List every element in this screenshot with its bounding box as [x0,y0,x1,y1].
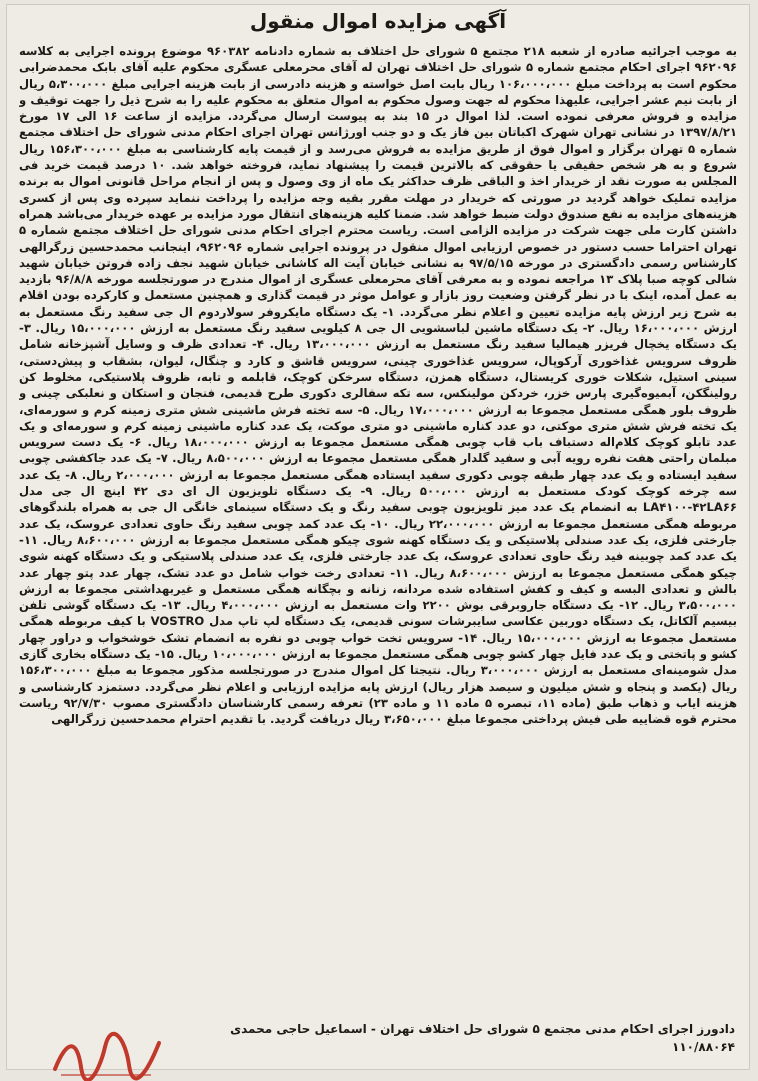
notice-paper [6,4,750,1070]
notice-body: به موجب اجرائیه صادره از شعبه ۲۱۸ مجتمع ۵ شورای حل اختلاف به شماره دادنامه ۹۶۰۳۸۲ موضوع پرونده اجرایی به کلاسه ۹۶۲۰۹۶ اجرای احکام مجتمع شماره ۵ شورای حل اختلاف تهران له آقای محرمعلی عسگری محکوم علیه آقای بابک محمدضرابی محکوم است به پرداخت مبلغ ۱۰۶،۰۰۰،۰۰۰ ریال بابت اصل خواسته و هزینه دادرسی از بابت هزینه اجرایی مبلغ ۵،۳۰۰،۰۰۰ ریال از بابت نیم عشر اجرایی، علیهذا محکوم له جهت وصول محکوم به اموال متعلق به محکوم علیه را به شرح ذیل را جهت توقیف و مزایده و فروش معرفی نموده است. لذا اموال در ۱۵ بند به پیوست ارسال می‌گردد. مزایده از ساعت ۱۶ الی ۱۷ مورخ ۱۳۹۷/۸/۲۱ در نشانی تهران شهرک اکباتان بین فاز یک و دو جنب اورژانس تهران اجرای احکام مدنی شورای حل اختلاف مجتمع شماره ۵ تهران برگزار و اموال فوق از طریق مزایده به فروش می‌رسد و از قیمت پایه کارشناسی به مبلغ ۱۵۶،۳۰۰،۰۰۰ ریال شروع و به هر شخص حقیقی یا حقوقی که بالاترین قیمت را پیشنهاد نماید، فروخته خواهد شد. ۱۰ درصد قیمت خرید فی المجلس به صورت نقد از خریدار اخذ و الباقی ظرف حداکثر یک ماه از وی وصول و پس از انجام مراحل قانونی اموال به برنده مزایده تملیک خواهد گردید در صورتی که خریدار در مهلت مقرر بقیه وجه مزایده را پرداخت ننماید سپرده وی پس از کسری هزینه‌های مزایده به نفع صندوق دولت ضبط خواهد شد. ضمنا کلیه هزینه‌های انتقال مورد مزایده بر عهده خریدار می‌باشد همراه داشتن کارت ملی جهت شرکت در مزایده الزامی است. ریاست محترم اجرای احکام مدنی شورای حل اختلاف مجتمع شماره ۵ تهران احتراما حسب دستور در خصوص ارزیابی اموال منقول در پرونده اجرایی شماره ۹۶۲۰۹۶، اینجانب محمدحسین زرگرالهی کارشناس رسمی دادگستری در مورخه ۹۷/۵/۱۵ به نشانی خیابان آیت اله کاشانی خیابان شهید نجف زاده فروتن خیابان شهید شالی کوچه صبا پلاک ۱۳ مراجعه نموده و به معرفی آقای محرمعلی عسگری از اموال مندرج در صورتجلسه مورخه ۹۶/۸/۸ بازدید به عمل آمده، اینک با در نظر گرفتن وضعیت روز بازار و عوامل موثر در قیمت گذاری و همچنین مستعمل و کارکرده بودن اقلام به شرح زیر ارزش پایه مزایده تعیین و اعلام نظر می‌گردد. ۱- یک دستگاه مایکروفر سولاردوم ال جی سفید رنگ مستعمل به ارزش ۱۶،۰۰۰،۰۰۰ ریال. ۲- یک دستگاه ماشین لباسشویی ال جی ۸ کیلویی سفید رنگ مستعمل به ارزش ۱۵،۰۰۰،۰۰۰ ریال. ۳- یک دستگاه یخچال فریزر هیمالیا سفید رنگ مستعمل به ارزش ۱۳،۰۰۰،۰۰۰ ریال. ۴- تعدادی ظرف و وسایل آشپزخانه شامل ظروف سرویس غذاخوری آرکوپال، سرویس غذاخوری چینی، سرویس قاشق و کارد و چنگال، لیوان، بشقاب و پیش‌دستی، سینی استیل، شکلات خوری کریستال، دستگاه همزن، دستگاه سرخکن کوچک، قابلمه و تابه، ظروف پلاستیکی، مخلوط کن رولینگکن، آبمیوه‌گیری پارس خزر، خردکن مولینکس، سه تکه سفالری دکوری طرح قدیمی، فنجان و استکان و نعلبکی چینی و ظروف بلور همگی مستعمل مجموعا به ارزش ۱۷،۰۰۰،۰۰۰ ریال. ۵- سه تخته فرش ماشینی شش متری زمینه کرم و سورمه‌ای، یک تخته فرش شش متری موکتی، دو عدد کناره ماشینی دو متری موکت، یک عدد کناره ماشینی زمینه کرم و سورمه‌ای و یک عدد تابلو کوچک کلام‌اله دستباف باب قاب چوبی همگی مستعمل مجموعا به ارزش ۱۸،۰۰۰،۰۰۰ ریال. ۶- یک دست سرویس مبلمان راحتی هفت نفره رویه آبی و سفید گلدار همگی مستعمل مجموعا به ارزش ۸،۵۰۰،۰۰۰ ریال. ۷- یک عدد جاکفشی چوبی سفید ایستاده و یک عدد چهار طبقه چوبی دکوری سفید ایستاده همگی مستعمل مجموعا به ارزش ۲،۰۰۰،۰۰۰ ریال. ۸- یک عدد سه چرخه کوچک کودک مستعمل به ارزش ۵۰۰،۰۰۰ ریال. ۹- یک دستگاه تلویزیون ال ای دی ۴۲ اینچ ال جی مدل LA۴۱۰۰-۴۲LA۶۶ به انضمام یک عدد میز تلویزیون چوبی سفید رنگ و یک دستگاه سینمای خانگی ال جی به همراه بلندگوهای مربوطه همگی مستعمل مجموعا به ارزش ۲۲،۰۰۰،۰۰۰ ریال. ۱۰- یک عدد کمد چوبی سفید رنگ حاوی تعدادی عروسک، یک عدد جارختی فلزی، یک عدد صندلی پلاستیکی و یک دستگاه کهنه شوی چیکو همگی مستعمل مجموعا به ارزش ۸،۶۰۰،۰۰۰ ریال. ۱۱- یک عدد کمد چوبینه فید رنگ حاوی تعدادی عروسک، یک عدد جارختی فلزی، یک عدد صندلی پلاستیکی و یک دستگاه کهنه شوی چیکو همگی مستعمل مجموعا به ارزش ۸،۶۰۰،۰۰۰ ریال. ۱۱- تعدادی رخت خواب شامل دو عدد تشک، چهار عدد پتو چهار عدد بالش و تعدادی البسه و کیف و کفش استفاده شده مردانه، زنانه و بچگانه همگی مستعمل و غیربهداشتی مجموعا به ارزش ۳،۵۰۰،۰۰۰ ریال. ۱۲- یک دستگاه جاروبرقی بوش ۲۲۰۰ وات مستعمل به ارزش ۴،۰۰۰،۰۰۰ ریال. ۱۳- یک دستگاه گوشی تلفن بیسیم آلکاتل، یک دستگاه دوربین عکاسی سایبرشات سونی قدیمی، یک دستگاه لپ تاپ مدل VOSTRO با کیف مربوطه همگی مستعمل مجموعا به ارزش ۱۵،۰۰۰،۰۰۰ ریال. ۱۴- سرویس تخت خواب چوبی دو نفره به انضمام تشک خوشخواب و دراور چهار کشو و پاتختی و یک عدد فایل چهار کشو چوبی همگی مستعمل مجموعا به ارزش ۱۰،۰۰۰،۰۰۰ ریال. ۱۵- یک دستگاه بخاری گازی مدل شومینه‌ای مستعمل به ارزش ۳،۰۰۰،۰۰۰ ریال. نتیجتا کل اموال مندرج در صورتجلسه مذکور مجموعا به مبلغ ۱۵۶،۳۰۰،۰۰۰ ریال (یکصد و پنجاه و شش میلیون و سیصد هزار ریال) ارزش پایه مزایده ارزیابی و اعلام نظر می‌گردد. دستمزد کارشناسی و هزینه ایاب و ذهاب طبق (ماده ۱۱، تبصره ۵ ماده ۱۱ و ماده ۲۳) تعرفه رسمی کارشناسان دادگستری مصوب ۹۲/۷/۳۰ ریاست محترم قوه قضاییه طی فیش پرداختی مجموعا مبلغ ۳،۶۵۰،۰۰۰ ریال دریافت گردید. با تقدیم احترام محمدحسین زرگرالهی [19,44,737,727]
reference-number: ۱۱۰/۸۸۰۶۴ [672,1040,735,1054]
signature-line: دادورز اجرای احکام مدنی مجتمع ۵ شورای حل اختلاف تهران - اسماعیل حاجی محمدی [230,1022,735,1036]
handwritten-mark [47,1029,167,1081]
notice-title: آگهی مزایده اموال منقول [249,9,507,33]
